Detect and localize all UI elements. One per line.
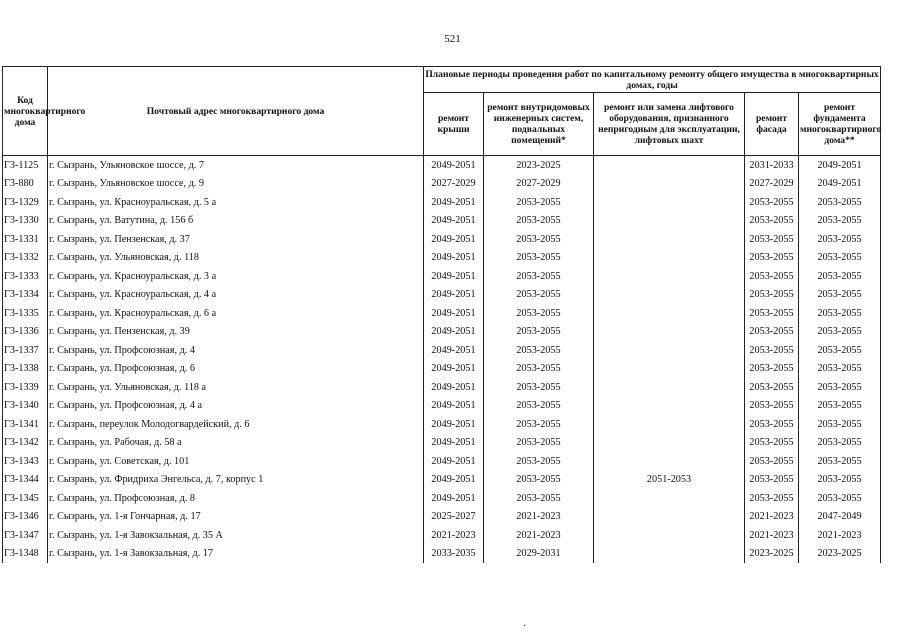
cell-systems: 2053-2055 (484, 397, 594, 416)
table-row (3, 323, 881, 342)
cell-foundation: 2053-2055 (799, 230, 881, 249)
cell-systems: 2053-2055 (484, 323, 594, 342)
cell-address: г. Сызрань, ул. Ульяновская, д. 118 а (48, 378, 424, 397)
header-foundation: ремонт фундамента многоквартирного дома** (799, 93, 881, 156)
cell-facade: 2053-2055 (745, 471, 799, 490)
cell-facade: 2053-2055 (745, 249, 799, 268)
cell-address: г. Сызрань, ул. 1-я Завокзальная, д. 17 (48, 545, 424, 564)
cell-facade: 2053-2055 (745, 267, 799, 286)
cell-lift (594, 193, 745, 212)
cell-address: г. Сызрань, ул. Красноуральская, д. 4 а (48, 286, 424, 305)
cell-lift (594, 341, 745, 360)
header-periods-group: Плановые периоды проведения работ по капитальному ремонту общего имущества в многоквартирных домах, годы (425, 68, 879, 91)
cell-facade: 2031-2033 (745, 156, 799, 175)
table-row (3, 304, 881, 323)
cell-systems: 2053-2055 (484, 434, 594, 453)
cell-address: г. Сызрань, ул. Красноуральская, д. 5 а (48, 193, 424, 212)
cell-roof: 2049-2051 (424, 193, 484, 212)
cell-lift (594, 323, 745, 342)
cell-facade: 2053-2055 (745, 212, 799, 231)
cell-roof: 2049-2051 (424, 489, 484, 508)
cell-roof: 2049-2051 (424, 452, 484, 471)
cell-foundation: 2053-2055 (799, 249, 881, 268)
cell-roof: 2049-2051 (424, 471, 484, 490)
cell-systems: 2053-2055 (484, 378, 594, 397)
cell-foundation: 2053-2055 (799, 286, 881, 305)
cell-systems: 2053-2055 (484, 249, 594, 268)
cell-systems: 2053-2055 (484, 415, 594, 434)
table-row (3, 397, 881, 416)
header-systems: ремонт внутридомовых инженерных систем, подвальных помещений* (484, 93, 594, 156)
header-lift: ремонт или замена лифтового оборудования, признанного непригодным для эксплуатации, лифтовых шахт (594, 93, 745, 156)
table-row (3, 341, 881, 360)
cell-lift (594, 156, 745, 175)
cell-lift (594, 545, 745, 564)
cell-facade: 2053-2055 (745, 360, 799, 379)
table-row (3, 508, 881, 527)
cell-facade: 2053-2055 (745, 286, 799, 305)
cell-roof: 2049-2051 (424, 415, 484, 434)
cell-foundation: 2053-2055 (799, 193, 881, 212)
cell-code: Г3-1341 (3, 415, 48, 434)
cell-lift (594, 175, 745, 194)
cell-address: г. Сызрань, ул. Пензенская, д. 39 (48, 323, 424, 342)
cell-facade: 2021-2023 (745, 526, 799, 545)
cell-address: г. Сызрань, ул. Рабочая, д. 58 а (48, 434, 424, 453)
cell-code: Г3-1335 (3, 304, 48, 323)
cell-code: Г3-1340 (3, 397, 48, 416)
cell-code: Г3-1346 (3, 508, 48, 527)
cell-lift (594, 452, 745, 471)
cell-systems: 2021-2023 (484, 508, 594, 527)
capital-repair-table (2, 66, 881, 563)
cell-facade: 2023-2025 (745, 545, 799, 564)
cell-foundation: 2053-2055 (799, 304, 881, 323)
cell-code: Г3-1125 (3, 156, 48, 175)
cell-foundation: 2023-2025 (799, 545, 881, 564)
cell-lift (594, 249, 745, 268)
cell-facade: 2053-2055 (745, 323, 799, 342)
cell-systems: 2053-2055 (484, 471, 594, 490)
cell-code: Г3-1345 (3, 489, 48, 508)
cell-roof: 2049-2051 (424, 267, 484, 286)
scan-mark: · (523, 621, 527, 632)
cell-roof: 2049-2051 (424, 323, 484, 342)
table-row (3, 267, 881, 286)
cell-address: г. Сызрань, ул. Пензенская, д. 37 (48, 230, 424, 249)
cell-systems: 2053-2055 (484, 489, 594, 508)
header-roof: ремонт крыши (424, 93, 484, 156)
cell-code: Г3-1343 (3, 452, 48, 471)
cell-address: г. Сызрань, Ульяновское шоссе, д. 7 (48, 156, 424, 175)
cell-address: г. Сызрань, Ульяновское шоссе, д. 9 (48, 175, 424, 194)
cell-code: Г3-880 (3, 175, 48, 194)
cell-systems: 2053-2055 (484, 286, 594, 305)
cell-lift: 2051-2053 (594, 471, 745, 490)
cell-roof: 2049-2051 (424, 156, 484, 175)
cell-roof: 2049-2051 (424, 249, 484, 268)
cell-foundation: 2049-2051 (799, 156, 881, 175)
cell-roof: 2049-2051 (424, 397, 484, 416)
cell-code: Г3-1336 (3, 323, 48, 342)
cell-roof: 2033-2035 (424, 545, 484, 564)
table-row (3, 545, 881, 564)
cell-systems: 2053-2055 (484, 212, 594, 231)
cell-systems: 2027-2029 (484, 175, 594, 194)
cell-roof: 2049-2051 (424, 378, 484, 397)
cell-code: Г3-1329 (3, 193, 48, 212)
cell-foundation: 2053-2055 (799, 267, 881, 286)
cell-facade: 2053-2055 (745, 341, 799, 360)
cell-systems: 2053-2055 (484, 230, 594, 249)
cell-systems: 2053-2055 (484, 304, 594, 323)
cell-address: г. Сызрань, ул. 1-я Гончарная, д. 17 (48, 508, 424, 527)
cell-roof: 2049-2051 (424, 434, 484, 453)
cell-roof: 2049-2051 (424, 304, 484, 323)
cell-code: Г3-1337 (3, 341, 48, 360)
cell-code: Г3-1333 (3, 267, 48, 286)
cell-foundation: 2053-2055 (799, 452, 881, 471)
cell-code: Г3-1347 (3, 526, 48, 545)
cell-code: Г3-1339 (3, 378, 48, 397)
cell-foundation: 2053-2055 (799, 434, 881, 453)
header-address: Почтовый адрес многоквартирного дома (48, 67, 424, 156)
cell-foundation: 2053-2055 (799, 471, 881, 490)
cell-systems: 2023-2025 (484, 156, 594, 175)
cell-address: г. Сызрань, ул. Профсоюзная, д. 6 (48, 360, 424, 379)
cell-code: Г3-1344 (3, 471, 48, 490)
cell-systems: 2053-2055 (484, 341, 594, 360)
header-code: Код многоквартирного дома (3, 67, 48, 156)
table-row (3, 286, 881, 305)
cell-lift (594, 526, 745, 545)
cell-facade: 2021-2023 (745, 508, 799, 527)
cell-lift (594, 304, 745, 323)
table-row (3, 156, 881, 175)
cell-foundation: 2047-2049 (799, 508, 881, 527)
cell-lift (594, 489, 745, 508)
cell-address: г. Сызрань, ул. Красноуральская, д. 6 а (48, 304, 424, 323)
table-row (3, 489, 881, 508)
cell-systems: 2053-2055 (484, 267, 594, 286)
cell-systems: 2053-2055 (484, 452, 594, 471)
cell-facade: 2053-2055 (745, 415, 799, 434)
cell-facade: 2053-2055 (745, 230, 799, 249)
cell-lift (594, 360, 745, 379)
cell-address: г. Сызрань, ул. Ватутина, д. 156 б (48, 212, 424, 231)
cell-systems: 2021-2023 (484, 526, 594, 545)
cell-code: Г3-1331 (3, 230, 48, 249)
cell-foundation: 2049-2051 (799, 175, 881, 194)
cell-systems: 2029-2031 (484, 545, 594, 564)
cell-roof: 2049-2051 (424, 230, 484, 249)
cell-facade: 2053-2055 (745, 304, 799, 323)
cell-address: г. Сызрань, переулок Молодогвардейский, д. 6 (48, 415, 424, 434)
cell-roof: 2027-2029 (424, 175, 484, 194)
table-row (3, 175, 881, 194)
cell-facade: 2053-2055 (745, 193, 799, 212)
table-body (3, 156, 881, 564)
cell-lift (594, 415, 745, 434)
cell-foundation: 2053-2055 (799, 489, 881, 508)
cell-foundation: 2053-2055 (799, 378, 881, 397)
cell-facade: 2027-2029 (745, 175, 799, 194)
cell-address: г. Сызрань, ул. Фридриха Энгельса, д. 7, корпус 1 (48, 471, 424, 490)
table-row (3, 415, 881, 434)
cell-facade: 2053-2055 (745, 489, 799, 508)
table-row (3, 526, 881, 545)
header-facade: ремонт фасада (745, 93, 799, 156)
table-row (3, 212, 881, 231)
table-row (3, 249, 881, 268)
cell-facade: 2053-2055 (745, 452, 799, 471)
cell-foundation: 2053-2055 (799, 397, 881, 416)
cell-facade: 2053-2055 (745, 397, 799, 416)
cell-roof: 2021-2023 (424, 526, 484, 545)
cell-address: г. Сызрань, ул. 1-я Завокзальная, д. 35 А (48, 526, 424, 545)
cell-code: Г3-1342 (3, 434, 48, 453)
cell-lift (594, 378, 745, 397)
cell-lift (594, 508, 745, 527)
cell-code: Г3-1330 (3, 212, 48, 231)
cell-foundation: 2053-2055 (799, 341, 881, 360)
cell-code: Г3-1332 (3, 249, 48, 268)
cell-address: г. Сызрань, ул. Красноуральская, д. 3 а (48, 267, 424, 286)
cell-systems: 2053-2055 (484, 193, 594, 212)
cell-address: г. Сызрань, ул. Ульяновская, д. 118 (48, 249, 424, 268)
cell-roof: 2049-2051 (424, 341, 484, 360)
table-row (3, 230, 881, 249)
cell-lift (594, 286, 745, 305)
cell-lift (594, 434, 745, 453)
table-row (3, 193, 881, 212)
table-row (3, 452, 881, 471)
cell-roof: 2049-2051 (424, 286, 484, 305)
cell-lift (594, 230, 745, 249)
cell-address: г. Сызрань, ул. Профсоюзная, д. 8 (48, 489, 424, 508)
cell-lift (594, 212, 745, 231)
cell-foundation: 2053-2055 (799, 212, 881, 231)
cell-address: г. Сызрань, ул. Профсоюзная, д. 4 а (48, 397, 424, 416)
cell-roof: 2025-2027 (424, 508, 484, 527)
cell-systems: 2053-2055 (484, 360, 594, 379)
table-row (3, 360, 881, 379)
cell-address: г. Сызрань, ул. Советская, д. 101 (48, 452, 424, 471)
cell-roof: 2049-2051 (424, 360, 484, 379)
table-row (3, 378, 881, 397)
cell-code: Г3-1348 (3, 545, 48, 564)
cell-code: Г3-1338 (3, 360, 48, 379)
cell-facade: 2053-2055 (745, 434, 799, 453)
table-row (3, 434, 881, 453)
cell-roof: 2049-2051 (424, 212, 484, 231)
table-row (3, 471, 881, 490)
cell-lift (594, 397, 745, 416)
cell-lift (594, 267, 745, 286)
cell-foundation: 2021-2023 (799, 526, 881, 545)
cell-foundation: 2053-2055 (799, 415, 881, 434)
cell-address: г. Сызрань, ул. Профсоюзная, д. 4 (48, 341, 424, 360)
cell-foundation: 2053-2055 (799, 323, 881, 342)
page-number: 521 (444, 33, 461, 45)
cell-code: Г3-1334 (3, 286, 48, 305)
cell-facade: 2053-2055 (745, 378, 799, 397)
table-header (3, 67, 881, 156)
cell-foundation: 2053-2055 (799, 360, 881, 379)
